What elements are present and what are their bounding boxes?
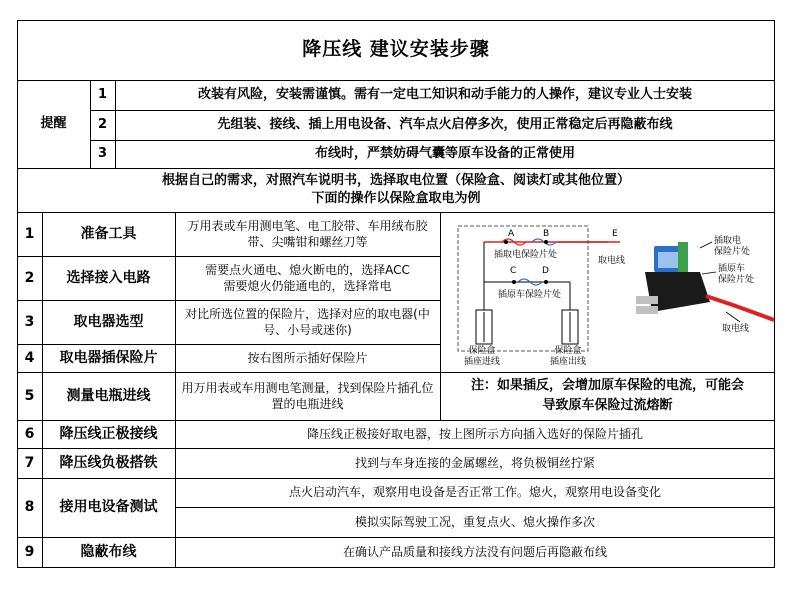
wire-label: 取电线: [598, 256, 626, 266]
photo-wire-label: 取电线: [722, 324, 750, 334]
intro-line-1: 根据自己的需求，对照汽车说明书，选择取电位置（保险盒、阅读灯或其他位置）: [161, 173, 630, 189]
terminal-d: [544, 280, 548, 284]
fuse-blue: [658, 252, 680, 268]
step-name: 隐蔽布线: [80, 544, 137, 561]
step-description: 降压线正极接好取电器，按上图所示方向插入选好的保险片插孔: [306, 426, 643, 441]
upper-fuse-label: 插取电保险片处: [494, 250, 558, 260]
fuse-green: [678, 242, 688, 276]
terminal-b: [544, 240, 548, 244]
page-title: 降压线 建议安装步骤: [302, 38, 490, 61]
reminder-text: 改装有风险，安装需谨慎。需有一定电工知识和动手能力的人操作，建议专业人士安装: [197, 87, 692, 103]
warning-note: [440, 372, 775, 420]
step-number: 6: [24, 425, 35, 442]
step-number: 7: [24, 454, 35, 471]
warning-note-line-2: 导致原车保险过流熔断: [542, 398, 673, 413]
wiring-diagram: [440, 212, 775, 372]
reminder-text: 先组装、接线、插上用电设备、汽车点火启停多次，使用正常稳定后再隐蔽布线: [217, 117, 673, 133]
plug-blade: [636, 296, 658, 304]
reminder-number: 1: [97, 87, 108, 103]
reminder-label: 提醒: [40, 116, 67, 132]
step-name: 选择接入电路: [66, 269, 151, 286]
step-number: 3: [24, 313, 35, 330]
label-a: A: [508, 229, 515, 239]
step-name: 取电器选型: [73, 313, 144, 330]
intro-line-2: 下面的操作以保险盒取电为例: [311, 191, 481, 206]
reminder-number: 3: [97, 146, 108, 162]
step-name: 接用电设备测试: [59, 499, 158, 516]
reminder-text: 布线时，严禁妨碍气囊等原车设备的正常使用: [314, 146, 575, 162]
plug-blade: [636, 306, 658, 314]
red-wire: [706, 296, 774, 320]
socket-out-label: 保险盒 插座出线: [550, 346, 587, 368]
step-description: 点火启动汽车，观察用电设备是否正常工作。熄火，观察用电设备变化: [288, 485, 661, 500]
photo-lower-label: 插原车 保险片处: [718, 264, 755, 286]
step-name: 降压线负极搭铁: [59, 454, 158, 471]
step-description: 在确认产品质量和接线方法没有问题后再隐蔽布线: [342, 545, 607, 560]
terminal-a: [504, 240, 508, 244]
step-description: 万用表或车用测电笔、电工胶带、车用绒布胶带、尖嘴钳和螺丝刀等: [187, 218, 428, 249]
step-description: 对比所选位置的保险片，选择对应的取电器(中号、小号或迷你): [185, 306, 430, 337]
step-number: 9: [24, 544, 35, 561]
step-number: 1: [24, 225, 35, 242]
intro-block: [17, 168, 775, 212]
label-b: B: [543, 229, 550, 239]
step-name: 降压线正极接线: [59, 425, 158, 442]
label-d: D: [542, 266, 549, 276]
step-name: 测量电瓶进线: [66, 387, 151, 404]
reminder-number: 2: [97, 117, 108, 133]
step-name: 准备工具: [80, 225, 137, 242]
warning-note-line-1: 注：如果插反，会增加原车保险的电流，可能会: [470, 377, 744, 393]
step-description: 按右图所示插好保险片: [247, 350, 368, 365]
photo-upper-label: 插取电 保险片处: [714, 236, 751, 258]
step-number: 5: [24, 387, 35, 404]
lower-fuse-label: 插原车保险片处: [498, 290, 562, 300]
step-description: 需要点火通电、熄火断电的，选择ACC 需要熄火仍能通电的，选择常电: [205, 262, 410, 293]
step-number: 8: [24, 499, 35, 516]
socket-in-label: 保险盒 插座进线: [464, 346, 501, 368]
step-description: 用万用表或车用测电笔测量，找到保险片插孔位置的电瓶进线: [181, 380, 434, 411]
step-number: 4: [24, 349, 35, 366]
step-description: 找到与车身连接的金属螺丝，将负极铜丝拧紧: [354, 455, 595, 470]
terminal-c: [512, 280, 516, 284]
label-c: C: [510, 266, 517, 276]
label-e: E: [612, 229, 618, 239]
step-name: 取电器插保险片: [59, 349, 158, 366]
step-number: 2: [24, 269, 35, 286]
step-description-secondary: 模拟实际驾驶工况，重复点火、熄火操作多次: [354, 514, 595, 529]
